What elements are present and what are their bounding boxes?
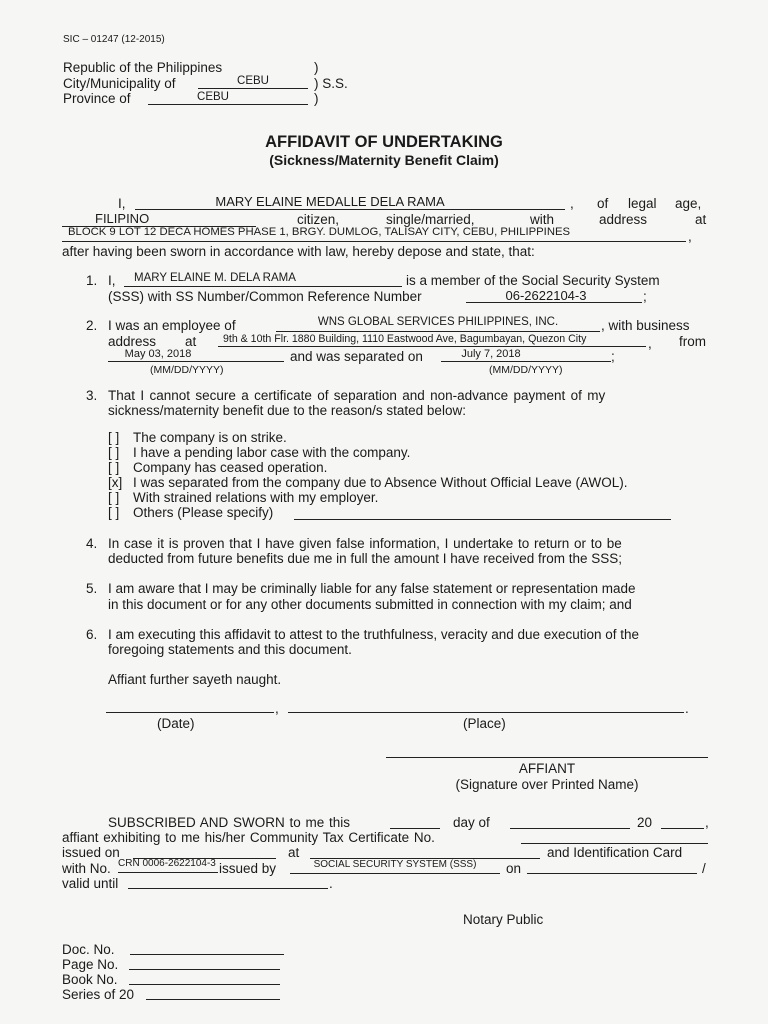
id-issuer: SOCIAL SECURITY SYSTEM (SSS) [313,859,477,870]
item5-text: in this document or for any other documents submitted in connection with my claim; and [108,597,632,612]
jurat-text: day of [453,815,490,830]
item-number: 6. [86,627,98,642]
intro-word: legal [628,196,657,211]
jurat-text: issued on [62,845,120,860]
reason-label: Company has ceased operation. [133,460,328,475]
venue-republic: Republic of the Philippines [63,60,223,75]
sworn-statement: after having been sworn in accordance with law, hereby depose and state, that: [62,244,535,259]
register-label: Series of 20 [62,987,135,1002]
jurat-slash: / [702,861,706,876]
item6-text: foregoing statements and this document. [108,642,352,657]
address-comma: , [688,229,692,244]
item2-text: , with business [601,318,690,333]
checkbox: [ ] [108,490,120,505]
checkbox: [ ] [108,445,120,460]
intro-word: single/married, [386,212,475,227]
intro-i: I, [118,196,126,211]
intro-word: at [695,212,707,227]
jurat-period: . [329,876,333,891]
reason-label: I have a pending labor case with the company. [133,445,411,460]
sign-period: . [685,701,689,716]
intro-word: with [530,212,555,227]
item4-text: deducted from future benefits due me in full the amount I have received from the SSS; [108,551,623,566]
checkbox: [ ] [108,505,120,520]
reason-label: The company is on strike. [133,430,287,445]
reason-label: I was separated from the company due to Absence Without Official Leave (AWOL). [133,475,628,490]
jurat-text: valid until [62,876,119,891]
item-number: 3. [86,388,98,403]
venue-city-value: CEBU [237,75,269,87]
item-number: 5. [86,581,98,596]
place-label: (Place) [463,716,506,731]
checkbox: [ ] [108,430,120,445]
form-code: SIC – 01247 (12-2015) [63,34,165,45]
separation-date: July 7, 2018 [461,348,521,360]
checkbox-checked: [x] [108,475,123,490]
jurat-text: at [288,845,300,860]
reason-label: Others (Please specify) [133,505,274,520]
affiant-sublabel: (Signature over Printed Name) [455,777,639,792]
document-title: AFFIDAVIT OF UNDERTAKING [265,133,503,151]
jurat-text: issued by [219,861,277,876]
item-number: 4. [86,536,98,551]
employment-start-date: May 03, 2018 [124,348,192,360]
item2-text: I was an employee of [108,318,236,333]
item3-text: sickness/maternity benefit due to the reason/s stated below: [108,403,466,418]
item2-word: from [679,334,706,349]
id-number: CRN 0006-2622104-3 [118,858,216,869]
ss-number: 06-2622104-3 [505,288,587,303]
venue-paren: ) [314,60,319,75]
item-number: 2. [86,318,98,333]
item4-text: In case it is proven that I have given false information, I undertake to return or to be [108,536,622,551]
affiant-label: AFFIANT [518,761,576,776]
jurat-text: and Identification Card [547,845,683,860]
intro-comma: , [570,196,574,211]
intro-word: address [599,212,648,227]
document-subtitle: (Sickness/Maternity Benefit Claim) [269,152,499,168]
venue-province-value: CEBU [197,91,229,103]
register-label: Doc. No. [62,942,115,957]
affiant-address: BLOCK 9 LOT 12 DECA HOMES PHASE 1, BRGY. DUMLOG, TALISAY CITY, CEBU, PHILIPPINES [68,226,571,238]
item1-end: ; [643,289,647,304]
intro-word: age, [675,196,702,211]
date-format-hint: (MM/DD/YYYY) [489,364,563,376]
item3-text: That I cannot secure a certificate of separation and non-advance payment of my [108,388,606,403]
jurat-text: affiant exhibiting to me his/her Community Tax Certificate No. [62,830,435,845]
jurat-comma: , [705,815,709,830]
member-name: MARY ELAINE M. DELA RAMA [134,272,296,284]
date-label: (Date) [157,716,195,731]
item-number: 1. [86,273,98,288]
venue-province-label: Province of [63,91,131,106]
date-format-hint: (MM/DD/YYYY) [150,364,224,376]
notary-public-label: Notary Public [463,912,544,927]
venue-ss: ) S.S. [314,76,348,91]
intro-word: citizen, [297,212,340,227]
item1-i: I, [108,273,116,288]
item2-word: at [185,334,197,349]
affiant-name: MARY ELAINE MEDALLE DELA RAMA [215,194,445,209]
business-address: 9th & 10th Flr. 1880 Building, 1110 Eastwood Ave, Bagumbayan, Quezon City [223,333,587,345]
sign-comma: , [275,701,279,716]
item1-text: (SSS) with SS Number/Common Reference Number [108,289,422,304]
register-label: Book No. [62,972,118,987]
jurat-text: with No. [62,861,111,876]
intro-word: of [597,196,609,211]
jurat-text: on [506,861,522,876]
item1-text: is a member of the Social Security System [406,273,660,288]
venue-paren: ) [314,91,319,106]
jurat-text: SUBSCRIBED AND SWORN to me this [108,815,351,830]
checkbox: [ ] [108,460,120,475]
item5-text: I am aware that I may be criminally liable for any false statement or representation made [108,581,636,596]
citizenship: FILIPINO [95,211,150,226]
register-label: Page No. [62,957,119,972]
reason-label: With strained relations with my employer. [133,490,379,505]
item2-text: and was separated on [290,349,423,364]
employer-name: WNS GLOBAL SERVICES PHILIPPINES, INC. [317,316,559,328]
item2-word: address [108,334,157,349]
address-comma: , [648,336,652,351]
naught-statement: Affiant further sayeth naught. [108,672,282,687]
item2-end: ; [611,349,615,364]
jurat-text: 20 [637,815,653,830]
item6-text: I am executing this affidavit to attest to the truthfulness, veracity and due execution of the [108,627,640,642]
venue-city-label: City/Municipality of [63,76,176,91]
